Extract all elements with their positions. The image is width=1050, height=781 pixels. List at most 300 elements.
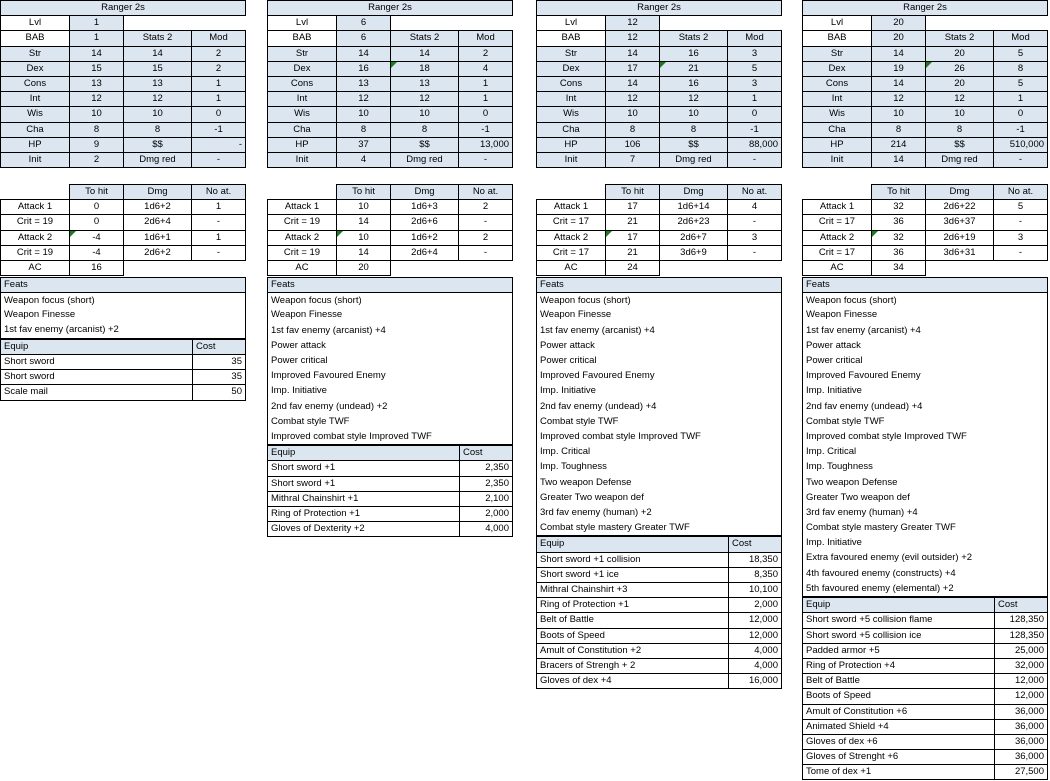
- empty-cell[interactable]: [803, 185, 872, 200]
- attack-noat[interactable]: 5: [994, 200, 1048, 215]
- empty-cell[interactable]: [124, 260, 246, 275]
- init-value[interactable]: 7: [606, 152, 660, 167]
- stat-mod[interactable]: -1: [459, 122, 513, 137]
- stat-base[interactable]: 14: [872, 76, 926, 91]
- stat-name[interactable]: Cha: [803, 122, 872, 137]
- feat-item[interactable]: Improved Favoured Enemy: [803, 369, 1048, 384]
- attack-name[interactable]: Attack 2: [537, 230, 606, 245]
- stat-base[interactable]: 8: [70, 122, 124, 137]
- attack-name[interactable]: Attack 2: [803, 230, 872, 245]
- attack-tohit[interactable]: -4: [70, 230, 124, 245]
- stat-mod[interactable]: 1: [459, 76, 513, 91]
- feat-item[interactable]: Weapon focus (short): [803, 293, 1048, 308]
- dmg-header[interactable]: Dmg: [660, 185, 728, 200]
- equip-cost[interactable]: 50: [193, 385, 246, 400]
- stat-mod[interactable]: 0: [459, 107, 513, 122]
- lvl-value[interactable]: 12: [606, 16, 660, 31]
- equip-cost[interactable]: 2,350: [460, 476, 513, 491]
- lvl-label[interactable]: Lvl: [1, 16, 70, 31]
- money-value[interactable]: -: [192, 137, 246, 152]
- equip-item[interactable]: Boots of Speed: [537, 628, 729, 643]
- attack-noat[interactable]: -: [192, 245, 246, 260]
- money-label[interactable]: $$: [660, 137, 728, 152]
- attack-name[interactable]: Crit = 19: [268, 245, 337, 260]
- empty-cell[interactable]: [391, 260, 513, 275]
- stat-base[interactable]: 14: [606, 76, 660, 91]
- feat-item[interactable]: Improved combat style Improved TWF: [268, 429, 513, 444]
- feat-item[interactable]: Weapon focus (short): [537, 293, 782, 308]
- attack-tohit[interactable]: -4: [70, 245, 124, 260]
- stat-stats2[interactable]: 8: [391, 122, 459, 137]
- stat-base[interactable]: 12: [337, 92, 391, 107]
- feat-item[interactable]: Power critical: [268, 353, 513, 368]
- attack-name[interactable]: Attack 2: [1, 230, 70, 245]
- stat-base[interactable]: 8: [872, 122, 926, 137]
- stat-stats2[interactable]: 21: [660, 61, 728, 76]
- stat-mod[interactable]: 1: [459, 92, 513, 107]
- feat-item[interactable]: Combat style mastery Greater TWF: [803, 521, 1048, 536]
- equip-cost[interactable]: 36,000: [995, 734, 1048, 749]
- equip-item[interactable]: Short sword +1 ice: [537, 567, 729, 582]
- lvl-value[interactable]: 1: [70, 16, 124, 31]
- stat-stats2[interactable]: 18: [391, 61, 459, 76]
- dmgred-value[interactable]: -: [459, 152, 513, 167]
- attack-dmg[interactable]: 1d6+14: [660, 200, 728, 215]
- feat-item[interactable]: Combat style TWF: [537, 414, 782, 429]
- equip-item[interactable]: Ring of Protection +4: [803, 658, 995, 673]
- ac-value[interactable]: 24: [606, 260, 660, 275]
- column-title[interactable]: Ranger 2s: [537, 1, 782, 16]
- equip-cost[interactable]: 36,000: [995, 750, 1048, 765]
- stat-stats2[interactable]: 10: [660, 107, 728, 122]
- mod-header[interactable]: Mod: [459, 31, 513, 46]
- equip-cost[interactable]: 8,350: [729, 567, 782, 582]
- attack-tohit[interactable]: 21: [606, 245, 660, 260]
- mod-header[interactable]: Mod: [728, 31, 782, 46]
- attack-noat[interactable]: 3: [728, 230, 782, 245]
- feat-item[interactable]: 2nd fav enemy (undead) +2: [268, 399, 513, 414]
- stat-mod[interactable]: 2: [192, 61, 246, 76]
- equip-cost[interactable]: 4,000: [460, 522, 513, 537]
- attack-dmg[interactable]: 1d6+2: [391, 230, 459, 245]
- attack-noat[interactable]: 2: [459, 200, 513, 215]
- mod-header[interactable]: Mod: [192, 31, 246, 46]
- feat-item[interactable]: 3rd fav enemy (human) +2: [537, 505, 782, 520]
- ac-label[interactable]: AC: [537, 260, 606, 275]
- attack-tohit[interactable]: 32: [872, 200, 926, 215]
- stat-stats2[interactable]: 8: [926, 122, 994, 137]
- stat-base[interactable]: 10: [606, 107, 660, 122]
- equip-cost[interactable]: 25,000: [995, 643, 1048, 658]
- equip-cost[interactable]: 12,000: [995, 674, 1048, 689]
- feat-item[interactable]: Power attack: [268, 338, 513, 353]
- attack-name[interactable]: Attack 1: [537, 200, 606, 215]
- empty-cell[interactable]: [537, 185, 606, 200]
- feat-item[interactable]: Two weapon Defense: [537, 475, 782, 490]
- stat-mod[interactable]: 0: [192, 107, 246, 122]
- cost-header[interactable]: Cost: [193, 339, 246, 354]
- stat-name[interactable]: Str: [537, 46, 606, 61]
- equip-item[interactable]: Scale mail: [1, 385, 193, 400]
- cost-header[interactable]: Cost: [729, 537, 782, 552]
- attack-name[interactable]: Attack 1: [803, 200, 872, 215]
- stat-stats2[interactable]: 14: [391, 46, 459, 61]
- stat-mod[interactable]: 2: [459, 46, 513, 61]
- feat-item[interactable]: Power attack: [537, 338, 782, 353]
- equip-item[interactable]: Gloves of dex +4: [537, 674, 729, 689]
- init-value[interactable]: 2: [70, 152, 124, 167]
- column-title[interactable]: Ranger 2s: [803, 1, 1048, 16]
- feat-item[interactable]: Improved Favoured Enemy: [537, 369, 782, 384]
- stat-base[interactable]: 10: [872, 107, 926, 122]
- attack-name[interactable]: Crit = 17: [803, 215, 872, 230]
- stats2-header[interactable]: Stats 2: [124, 31, 192, 46]
- stat-base[interactable]: 13: [337, 76, 391, 91]
- bab-label[interactable]: BAB: [268, 31, 337, 46]
- column-title[interactable]: Ranger 2s: [1, 1, 246, 16]
- feat-item[interactable]: Improved combat style Improved TWF: [537, 429, 782, 444]
- equip-item[interactable]: Short sword +1: [268, 476, 460, 491]
- feat-item[interactable]: Imp. Toughness: [537, 460, 782, 475]
- feat-item[interactable]: Weapon Finesse: [268, 308, 513, 323]
- noat-header[interactable]: No at.: [994, 185, 1048, 200]
- hp-value[interactable]: 106: [606, 137, 660, 152]
- equip-item[interactable]: Short sword +5 collision ice: [803, 628, 995, 643]
- equip-cost[interactable]: 10,100: [729, 582, 782, 597]
- dmgred-label[interactable]: Dmg red: [660, 152, 728, 167]
- noat-header[interactable]: No at.: [459, 185, 513, 200]
- empty-cell[interactable]: [124, 16, 246, 31]
- stat-mod[interactable]: -1: [728, 122, 782, 137]
- attack-noat[interactable]: -: [994, 215, 1048, 230]
- bab-value[interactable]: 20: [872, 31, 926, 46]
- equip-cost[interactable]: 4,000: [729, 643, 782, 658]
- equip-item[interactable]: Ring of Protection +1: [537, 598, 729, 613]
- equip-cost[interactable]: 2,350: [460, 461, 513, 476]
- stat-base[interactable]: 12: [606, 92, 660, 107]
- feat-item[interactable]: 4th favoured enemy (constructs) +4: [803, 566, 1048, 581]
- feat-item[interactable]: Power critical: [803, 353, 1048, 368]
- attack-tohit[interactable]: 17: [606, 230, 660, 245]
- stat-stats2[interactable]: 16: [660, 46, 728, 61]
- attack-dmg[interactable]: 3d6+37: [926, 215, 994, 230]
- attack-dmg[interactable]: 2d6+19: [926, 230, 994, 245]
- stat-name[interactable]: Str: [803, 46, 872, 61]
- stat-mod[interactable]: -1: [192, 122, 246, 137]
- stat-name[interactable]: Int: [1, 92, 70, 107]
- attack-dmg[interactable]: 2d6+22: [926, 200, 994, 215]
- feat-item[interactable]: Greater Two weapon def: [537, 490, 782, 505]
- equip-item[interactable]: Short sword +1 collision: [537, 552, 729, 567]
- init-label[interactable]: Init: [268, 152, 337, 167]
- equip-cost[interactable]: 36,000: [995, 704, 1048, 719]
- stat-mod[interactable]: 0: [728, 107, 782, 122]
- tohit-header[interactable]: To hit: [872, 185, 926, 200]
- stat-base[interactable]: 16: [337, 61, 391, 76]
- stats2-header[interactable]: Stats 2: [926, 31, 994, 46]
- stat-mod[interactable]: 2: [192, 46, 246, 61]
- hp-label[interactable]: HP: [268, 137, 337, 152]
- dmgred-value[interactable]: -: [994, 152, 1048, 167]
- stats2-header[interactable]: Stats 2: [391, 31, 459, 46]
- feat-item[interactable]: Weapon Finesse: [1, 308, 246, 323]
- ac-value[interactable]: 20: [337, 260, 391, 275]
- equip-cost[interactable]: 128,350: [995, 613, 1048, 628]
- lvl-label[interactable]: Lvl: [537, 16, 606, 31]
- feat-item[interactable]: Combat style TWF: [268, 414, 513, 429]
- feat-item[interactable]: 1st fav enemy (arcanist) +4: [803, 323, 1048, 338]
- hp-value[interactable]: 214: [872, 137, 926, 152]
- feat-item[interactable]: Imp. Initiative: [803, 384, 1048, 399]
- stat-mod[interactable]: 1: [728, 92, 782, 107]
- feat-item[interactable]: 3rd fav enemy (human) +4: [803, 505, 1048, 520]
- equip-cost[interactable]: 32,000: [995, 658, 1048, 673]
- stat-mod[interactable]: 5: [728, 61, 782, 76]
- feat-item[interactable]: Weapon focus (short): [268, 293, 513, 308]
- dmgred-label[interactable]: Dmg red: [124, 152, 192, 167]
- mod-header[interactable]: Mod: [994, 31, 1048, 46]
- feat-item[interactable]: Power attack: [803, 338, 1048, 353]
- feat-item[interactable]: Weapon focus (short): [1, 293, 246, 308]
- equip-cost[interactable]: 16,000: [729, 674, 782, 689]
- attack-tohit[interactable]: 14: [337, 215, 391, 230]
- bab-value[interactable]: 6: [337, 31, 391, 46]
- attack-name[interactable]: Crit = 17: [537, 215, 606, 230]
- equip-cost[interactable]: 12,000: [995, 689, 1048, 704]
- feat-item[interactable]: 2nd fav enemy (undead) +4: [803, 399, 1048, 414]
- init-label[interactable]: Init: [803, 152, 872, 167]
- equip-item[interactable]: Short sword: [1, 370, 193, 385]
- stat-name[interactable]: Cons: [803, 76, 872, 91]
- stat-base[interactable]: 10: [337, 107, 391, 122]
- equip-item[interactable]: Short sword +1: [268, 461, 460, 476]
- attack-noat[interactable]: -: [994, 245, 1048, 260]
- attack-noat[interactable]: -: [728, 245, 782, 260]
- bab-value[interactable]: 12: [606, 31, 660, 46]
- feat-item[interactable]: Weapon Finesse: [803, 308, 1048, 323]
- equip-item[interactable]: Animated Shield +4: [803, 719, 995, 734]
- money-label[interactable]: $$: [926, 137, 994, 152]
- feat-item[interactable]: Weapon Finesse: [537, 308, 782, 323]
- attack-noat[interactable]: -: [728, 215, 782, 230]
- hp-value[interactable]: 9: [70, 137, 124, 152]
- ac-value[interactable]: 16: [70, 260, 124, 275]
- attack-tohit[interactable]: 14: [337, 245, 391, 260]
- column-title[interactable]: Ranger 2s: [268, 1, 513, 16]
- attack-tohit[interactable]: 21: [606, 215, 660, 230]
- ac-label[interactable]: AC: [803, 260, 872, 275]
- empty-cell[interactable]: [1, 185, 70, 200]
- stat-mod[interactable]: -1: [994, 122, 1048, 137]
- attack-dmg[interactable]: 2d6+7: [660, 230, 728, 245]
- attack-name[interactable]: Crit = 19: [1, 215, 70, 230]
- feat-item[interactable]: 1st fav enemy (arcanist) +4: [537, 323, 782, 338]
- stat-base[interactable]: 19: [872, 61, 926, 76]
- equip-cost[interactable]: 18,350: [729, 552, 782, 567]
- attack-dmg[interactable]: 3d6+9: [660, 245, 728, 260]
- stat-name[interactable]: Dex: [268, 61, 337, 76]
- equip-cost[interactable]: 128,350: [995, 628, 1048, 643]
- stat-stats2[interactable]: 13: [391, 76, 459, 91]
- attack-dmg[interactable]: 2d6+4: [124, 215, 192, 230]
- attack-name[interactable]: Crit = 17: [803, 245, 872, 260]
- money-label[interactable]: $$: [124, 137, 192, 152]
- stat-base[interactable]: 14: [872, 46, 926, 61]
- stat-base[interactable]: 14: [606, 46, 660, 61]
- stats2-header[interactable]: Stats 2: [660, 31, 728, 46]
- feat-item[interactable]: Combat style TWF: [803, 414, 1048, 429]
- dmg-header[interactable]: Dmg: [391, 185, 459, 200]
- stat-mod[interactable]: 5: [994, 46, 1048, 61]
- stat-stats2[interactable]: 10: [926, 107, 994, 122]
- attack-tohit[interactable]: 0: [70, 200, 124, 215]
- feat-item[interactable]: 1st fav enemy (arcanist) +2: [1, 323, 246, 338]
- hp-value[interactable]: 37: [337, 137, 391, 152]
- stat-stats2[interactable]: 12: [660, 92, 728, 107]
- equip-header[interactable]: Equip: [537, 537, 729, 552]
- attack-tohit[interactable]: 36: [872, 215, 926, 230]
- stat-name[interactable]: Dex: [1, 61, 70, 76]
- equip-item[interactable]: Short sword: [1, 354, 193, 369]
- init-value[interactable]: 14: [872, 152, 926, 167]
- bab-value[interactable]: 1: [70, 31, 124, 46]
- bab-label[interactable]: BAB: [537, 31, 606, 46]
- attack-noat[interactable]: 3: [994, 230, 1048, 245]
- empty-cell[interactable]: [926, 16, 1048, 31]
- stat-mod[interactable]: 8: [994, 61, 1048, 76]
- equip-cost[interactable]: 12,000: [729, 613, 782, 628]
- stat-stats2[interactable]: 10: [124, 107, 192, 122]
- ac-label[interactable]: AC: [1, 260, 70, 275]
- stat-mod[interactable]: 3: [728, 46, 782, 61]
- feat-item[interactable]: Improved combat style Improved TWF: [803, 429, 1048, 444]
- dmgred-label[interactable]: Dmg red: [391, 152, 459, 167]
- stat-mod[interactable]: 1: [192, 92, 246, 107]
- stat-name[interactable]: Cons: [1, 76, 70, 91]
- tohit-header[interactable]: To hit: [70, 185, 124, 200]
- stat-base[interactable]: 17: [606, 61, 660, 76]
- stat-stats2[interactable]: 8: [124, 122, 192, 137]
- feat-item[interactable]: Two weapon Defense: [803, 475, 1048, 490]
- attack-noat[interactable]: 2: [459, 230, 513, 245]
- stat-stats2[interactable]: 20: [926, 46, 994, 61]
- attack-dmg[interactable]: 2d6+6: [391, 215, 459, 230]
- equip-item[interactable]: Tome of dex +1: [803, 765, 995, 780]
- attack-dmg[interactable]: 1d6+1: [124, 230, 192, 245]
- attack-name[interactable]: Attack 1: [1, 200, 70, 215]
- noat-header[interactable]: No at.: [192, 185, 246, 200]
- attack-dmg[interactable]: 2d6+2: [124, 245, 192, 260]
- empty-cell[interactable]: [660, 260, 782, 275]
- stat-base[interactable]: 12: [70, 92, 124, 107]
- hp-label[interactable]: HP: [537, 137, 606, 152]
- equip-cost[interactable]: 35: [193, 370, 246, 385]
- equip-header[interactable]: Equip: [803, 598, 995, 613]
- equip-cost[interactable]: 4,000: [729, 658, 782, 673]
- init-label[interactable]: Init: [1, 152, 70, 167]
- stat-base[interactable]: 14: [70, 46, 124, 61]
- attack-noat[interactable]: -: [192, 215, 246, 230]
- equip-item[interactable]: Ring of Protection +1: [268, 506, 460, 521]
- stat-name[interactable]: Wis: [537, 107, 606, 122]
- attack-name[interactable]: Crit = 19: [268, 215, 337, 230]
- attack-tohit[interactable]: 36: [872, 245, 926, 260]
- feat-item[interactable]: Imp. Critical: [537, 445, 782, 460]
- feat-item[interactable]: Imp. Initiative: [268, 384, 513, 399]
- equip-cost[interactable]: 2,000: [460, 506, 513, 521]
- stat-stats2[interactable]: 14: [124, 46, 192, 61]
- lvl-label[interactable]: Lvl: [803, 16, 872, 31]
- noat-header[interactable]: No at.: [728, 185, 782, 200]
- attack-noat[interactable]: -: [459, 215, 513, 230]
- money-value[interactable]: 88,000: [728, 137, 782, 152]
- equip-cost[interactable]: 12,000: [729, 628, 782, 643]
- stat-name[interactable]: Cha: [268, 122, 337, 137]
- stat-stats2[interactable]: 8: [660, 122, 728, 137]
- feats-header[interactable]: Feats: [268, 278, 513, 293]
- stat-name[interactable]: Str: [268, 46, 337, 61]
- stat-name[interactable]: Int: [803, 92, 872, 107]
- attack-name[interactable]: Attack 1: [268, 200, 337, 215]
- dmgred-value[interactable]: -: [192, 152, 246, 167]
- money-value[interactable]: 13,000: [459, 137, 513, 152]
- init-value[interactable]: 4: [337, 152, 391, 167]
- stat-stats2[interactable]: 12: [124, 92, 192, 107]
- attack-tohit[interactable]: 10: [337, 200, 391, 215]
- ac-label[interactable]: AC: [268, 260, 337, 275]
- dmgred-label[interactable]: Dmg red: [926, 152, 994, 167]
- feat-item[interactable]: 5th favoured enemy (elemental) +2: [803, 581, 1048, 596]
- equip-item[interactable]: Gloves of Dexterity +2: [268, 522, 460, 537]
- stat-stats2[interactable]: 13: [124, 76, 192, 91]
- bab-label[interactable]: BAB: [1, 31, 70, 46]
- money-label[interactable]: $$: [391, 137, 459, 152]
- attack-name[interactable]: Attack 2: [268, 230, 337, 245]
- feat-item[interactable]: Power critical: [537, 353, 782, 368]
- tohit-header[interactable]: To hit: [337, 185, 391, 200]
- attack-noat[interactable]: 4: [728, 200, 782, 215]
- stat-stats2[interactable]: 10: [391, 107, 459, 122]
- equip-cost[interactable]: 36,000: [995, 719, 1048, 734]
- ac-value[interactable]: 34: [872, 260, 926, 275]
- stat-name[interactable]: Cons: [537, 76, 606, 91]
- equip-cost[interactable]: 2,100: [460, 491, 513, 506]
- stat-mod[interactable]: 4: [459, 61, 513, 76]
- stat-base[interactable]: 8: [337, 122, 391, 137]
- equip-item[interactable]: Padded armor +5: [803, 643, 995, 658]
- feats-header[interactable]: Feats: [537, 278, 782, 293]
- feat-item[interactable]: Imp. Critical: [803, 445, 1048, 460]
- equip-header[interactable]: Equip: [268, 446, 460, 461]
- feat-item[interactable]: Imp. Toughness: [803, 460, 1048, 475]
- feats-header[interactable]: Feats: [1, 278, 246, 293]
- cost-header[interactable]: Cost: [995, 598, 1048, 613]
- attack-noat[interactable]: 1: [192, 230, 246, 245]
- attack-dmg[interactable]: 3d6+31: [926, 245, 994, 260]
- equip-cost[interactable]: 35: [193, 354, 246, 369]
- stat-base[interactable]: 8: [606, 122, 660, 137]
- stat-base[interactable]: 10: [70, 107, 124, 122]
- equip-item[interactable]: Mithral Chainshirt +3: [537, 582, 729, 597]
- cost-header[interactable]: Cost: [460, 446, 513, 461]
- equip-item[interactable]: Gloves of dex +6: [803, 734, 995, 749]
- stat-stats2[interactable]: 20: [926, 76, 994, 91]
- stat-stats2[interactable]: 15: [124, 61, 192, 76]
- stat-name[interactable]: Str: [1, 46, 70, 61]
- dmgred-value[interactable]: -: [728, 152, 782, 167]
- equip-item[interactable]: Gloves of Strenght +6: [803, 750, 995, 765]
- equip-item[interactable]: Amult of Constitution +2: [537, 643, 729, 658]
